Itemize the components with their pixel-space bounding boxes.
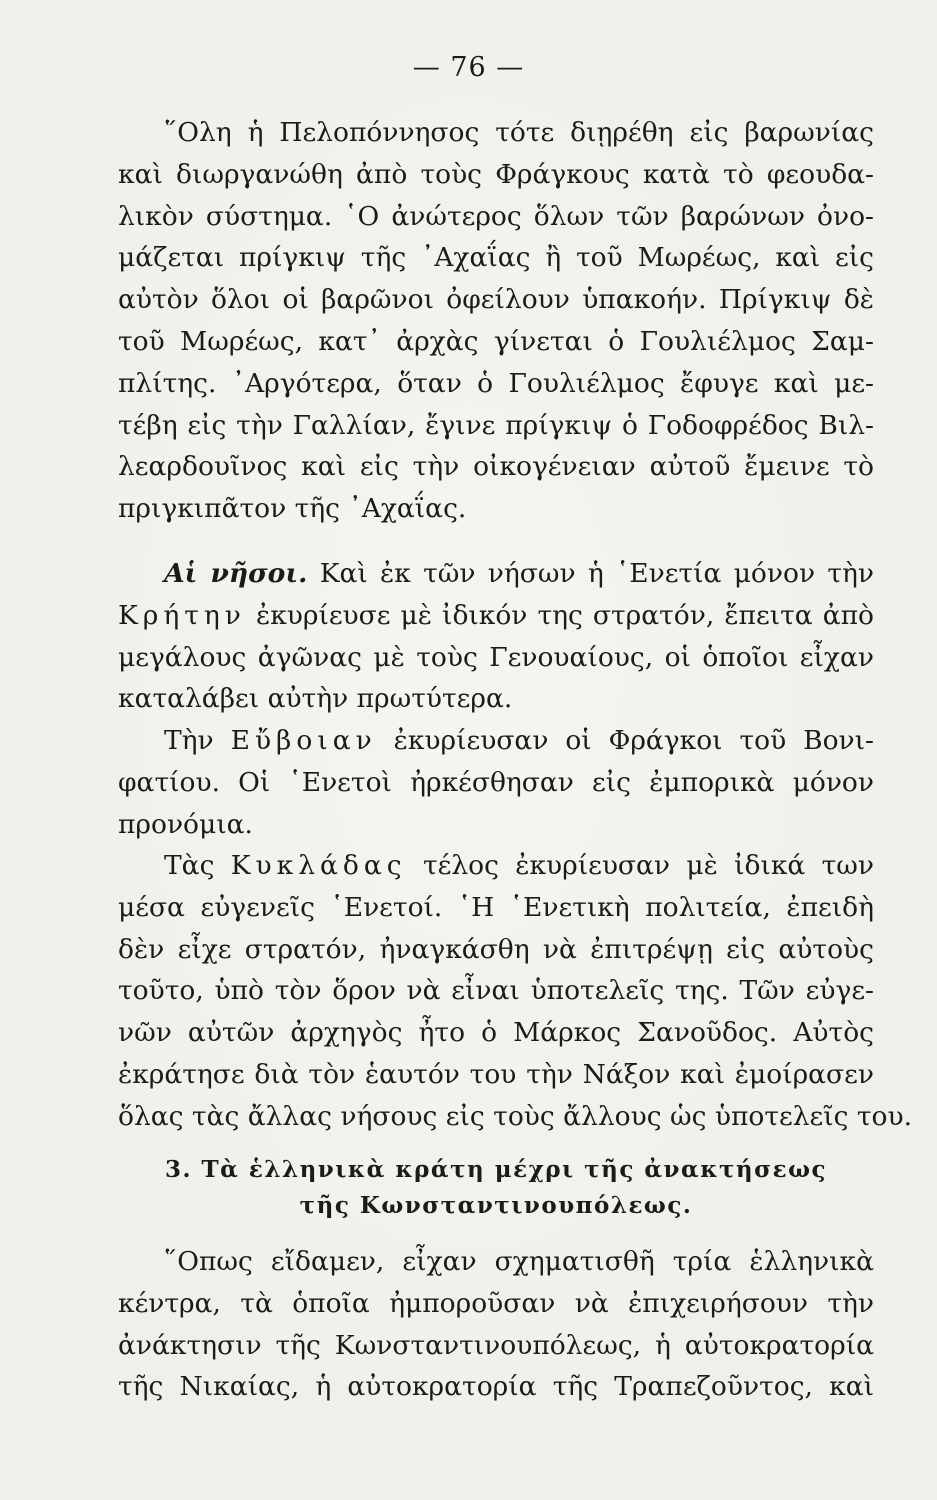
text-line — [118, 720, 874, 762]
text-line: τοῦ Μωρέως, κατ᾿ ἀρχὰς γίνεται ὁ Γουλιέλμος Σαμ- — [118, 325, 874, 357]
paragraph-peloponnese — [118, 112, 874, 530]
paragraph-cyclades — [118, 845, 913, 1138]
text-line — [118, 595, 874, 637]
text-line: δὲν εἶχε στρατόν, ἠναγκάσθη νὰ ἐπιτρέψῃ εἰς αὐτοὺς — [118, 933, 874, 965]
emphasized-word: Εὔβοιαν — [230, 725, 377, 756]
text-line: ὅλας τὰς ἄλλας νήσους εἰς τοὺς ἄλλους ὡς ὑποτελεῖς του. — [118, 1100, 913, 1132]
text-line: μεγάλους ἀγῶνας μὲ τοὺς Γενουαίους, οἱ ὁποῖοι εἶχαν — [118, 641, 874, 673]
text-line: τῆς Νικαίας, ἡ αὐτοκρατορία τῆς Τραπεζοῦντος, καὶ — [118, 1371, 874, 1403]
text-line: ἀνάκτησιν τῆς Κωνσταντινουπόλεως, ἡ αὐτοκρατορία — [118, 1329, 874, 1361]
text-line: προνόμια. — [118, 808, 253, 840]
paragraph-greek-states — [118, 1241, 874, 1408]
text-span: ἐκυρίευσαν οἱ Φράγκοι τοῦ Βονι- — [393, 725, 874, 756]
text-line — [118, 845, 874, 887]
text-span: Καὶ ἐκ τῶν νήσων ἡ ῾Ενετία μόνον τὴν — [319, 558, 874, 589]
paragraph-euboea — [118, 720, 874, 845]
heading-line: 3. Τὰ ἑλληνικὰ κράτη μέχρι τῆς ἀνακτήσεως — [165, 1156, 827, 1183]
text-span: Τὴν — [164, 725, 214, 756]
text-line: νῶν αὐτῶν ἀρχηγὸς ἦτο ὁ Μάρκος Σανοῦδος. Αὐτὸς — [118, 1017, 874, 1049]
paragraph-islands — [118, 553, 874, 720]
emphasized-word: Κυκλάδας — [230, 850, 407, 881]
text-line: τέβη εἰς τὴν Γαλλίαν, ἔγινε πρίγκιψ ὁ Γοδοφρέδος Βιλ- — [118, 409, 874, 441]
section-heading — [118, 1152, 874, 1224]
text-span: τέλος ἐκυρίευσαν μὲ ἰδικά των — [422, 850, 874, 881]
section-lead: Αἱ νῆσοι. — [164, 558, 308, 589]
text-line: φατίου. Οἱ ῾Ενετοὶ ἠρκέσθησαν εἰς ἐμπορικὰ μόνον — [118, 766, 874, 798]
text-line: καὶ διωργανώθη ἀπὸ τοὺς Φράγκους κατὰ τὸ φεουδα- — [118, 158, 874, 190]
text-line: λεαρδουῖνος καὶ εἰς τὴν οἰκογένειαν αὐτοῦ ἔμεινε τὸ — [118, 451, 874, 483]
text-line: αὐτὸν ὅλοι οἱ βαρῶνοι ὀφείλουν ὑπακοήν. Πρίγκιψ δὲ — [118, 284, 874, 316]
emphasized-word: Κρήτην — [118, 599, 246, 631]
text-line: τοῦτο, ὑπὸ τὸν ὅρον νὰ εἶναι ὑποτελεῖς της. Τῶν εὐγε- — [118, 975, 874, 1007]
heading-line: τῆς Κωνσταντινουπόλεως. — [299, 1192, 693, 1219]
text-line: ῞Ολη ἡ Πελοπόννησος τότε διῃρέθη εἰς βαρωνίας — [164, 117, 874, 148]
text-line: μάζεται πρίγκιψ τῆς ᾿Αχαΐας ἢ τοῦ Μωρέως, καὶ εἰς — [118, 242, 874, 274]
text-span: Τὰς — [164, 850, 215, 881]
text-line — [118, 553, 874, 595]
text-span: ἐκυρίευσε μὲ ἰδικόν της στρατόν, ἔπειτα ἀπὸ — [255, 599, 874, 631]
text-line: πλίτης. ᾿Αργότερα, ὅταν ὁ Γουλιέλμος ἔφυγε καὶ με- — [118, 367, 874, 399]
text-line: λικὸν σύστημα. ῾Ο ἀνώτερος ὅλων τῶν βαρώνων ὀνο- — [118, 200, 874, 232]
text-line: κέντρα, τὰ ὁποῖα ἠμποροῦσαν νὰ ἐπιχειρήσουν τὴν — [118, 1287, 874, 1319]
text-line: μέσα εὐγενεῖς ῾Ενετοί. ῾Η ῾Ενετικὴ πολιτεία, ἐπειδὴ — [118, 891, 874, 923]
text-line: ῞Οπως εἴδαμεν, εἶχαν σχηματισθῆ τρία ἑλληνικὰ — [164, 1246, 874, 1277]
text-line: καταλάβει αὐτὴν πρωτύτερα. — [118, 683, 513, 715]
page-number: — 76 — — [412, 52, 525, 83]
text-line: πριγκιπᾶτον τῆς ᾿Αχαΐας. — [118, 493, 467, 525]
text-line: ἐκράτησε διὰ τὸν ἑαυτόν του τὴν Νάξον καὶ ἐμοίρασεν — [118, 1058, 874, 1090]
